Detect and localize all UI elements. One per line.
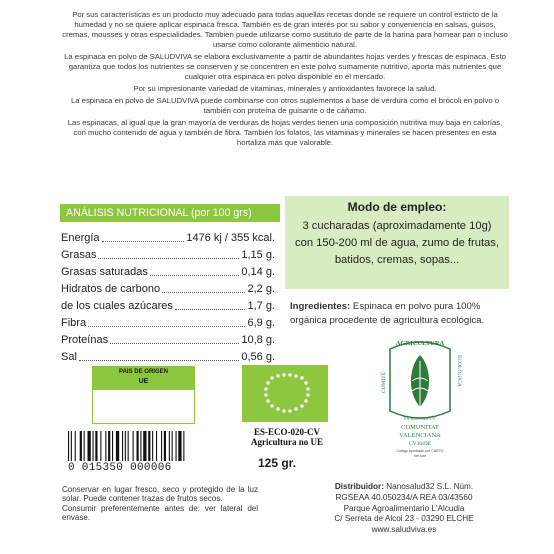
cv-logo-top-text: AGRICULTURA (395, 340, 445, 347)
nutrition-value: 0,56 g. (241, 351, 275, 363)
nutrition-value: 2,2 g. (247, 283, 275, 295)
description-paragraph: La espinaca en polvo de SALUDVIVA puede combinarse con otros suplementos a base de verdura como el brócoli en polvo o también con proteína de guisante o de cáñamo. (70, 96, 500, 115)
nutrition-header: ANÁLISIS NUTRICIONAL (por 100 grs) (60, 204, 280, 222)
barcode-bar (68, 431, 69, 461)
dot-leader (162, 282, 245, 293)
nutrition-value: 6,9 g. (247, 317, 275, 329)
nutrition-row (61, 248, 275, 262)
barcode-bar (112, 431, 113, 461)
eu-organic-leaf-logo (242, 365, 328, 422)
barcode-bar (88, 431, 91, 461)
origin-header (93, 367, 194, 390)
barcode-bar (143, 431, 146, 461)
usage-title: Modo de empleo: (347, 200, 447, 214)
eco-certification-code (236, 427, 338, 447)
barcode-bar (128, 431, 129, 461)
nutrition-label: Hidratos de carbono (61, 283, 161, 295)
barcode (68, 431, 214, 461)
nutrition-label: de los cuales azúcares (61, 300, 173, 312)
barcode-number: 0 015350 000006 (68, 462, 172, 474)
barcode-bar (105, 431, 106, 461)
net-weight: 125 gr. (258, 456, 297, 470)
cv-logo-reg: CV3649E (409, 441, 431, 447)
barcode-bar (71, 431, 72, 461)
distributor-website: www.saludviva.es (371, 525, 437, 535)
barcode-bar (100, 431, 101, 461)
ingredients-text: Espinaca en polvo pura 100% orgánica procedente de agricultura ecológica. (290, 301, 485, 326)
nutrition-value: 10,8 g. (241, 334, 275, 346)
distributor-address: C/ Serreta de Alcoi 23 - 03290 ELCHE (334, 514, 474, 524)
distributor-park: Parque Agroalimentario L'Alcudia (343, 503, 465, 513)
usage-text: 3 cucharadas (aproximadamente 10g) con 150-200 ml de agua, zumo de frutas, batidos, cremas, sopas... (295, 220, 499, 266)
dot-leader (102, 231, 185, 242)
cv-logo-arc-right: ECOLÓGICA (456, 355, 462, 387)
nutrition-row (61, 231, 275, 245)
barcode-bar (122, 431, 123, 461)
cv-logo-line1: COMUNITAT (401, 424, 439, 431)
nutrition-row (61, 282, 275, 296)
storage-instructions (62, 485, 258, 523)
nutrition-value: 1,7 g. (247, 300, 275, 312)
eco-origin-line: Agricultura no UE (251, 437, 323, 447)
origin-label: PAIS DE ORIGEN (119, 369, 168, 375)
nutrition-row (61, 316, 275, 330)
barcode-bar (75, 431, 76, 461)
ingredients-label: Ingredientes: (290, 301, 351, 312)
barcode-bar (183, 431, 184, 461)
product-description (61, 10, 509, 150)
dot-leader (110, 333, 239, 344)
cv-logo-note1: Código aprobado por CAECV (396, 449, 444, 453)
barcode-bar (116, 431, 119, 461)
nutrition-row (61, 350, 275, 364)
nutrition-value: 1,15 g. (241, 249, 275, 261)
origin-box (92, 366, 195, 424)
cv-logo-code: ES-ECO-020-CV (404, 416, 436, 421)
barcode-bar (140, 431, 141, 461)
barcode-bar (137, 431, 139, 461)
nutrition-value: 1476 kj / 355 kcal. (186, 232, 275, 244)
best-before-text: Consumir preferentemente antes de: ver lateral del envase. (62, 503, 258, 523)
barcode-bar (169, 431, 170, 461)
barcode-bar (178, 431, 181, 461)
distributor-info (300, 482, 508, 536)
barcode-bar (108, 431, 110, 461)
barcode-bar (164, 431, 166, 461)
description-paragraph: Las espinacas, al igual que la gran mayoría de verduras de hojas verdes tienen una composición nutritiva muy baja en calorías, con mucho contenido de agua y también de fibra. También los folatos, las vitaminas y minerales se hacen presentes en esta hortaliza más que valorable. (67, 118, 503, 147)
barcode-bar (84, 431, 85, 461)
barcode-bar (95, 431, 97, 461)
nutrition-label: Sal (61, 351, 77, 363)
barcode-bar (148, 431, 150, 461)
distributor-label: Distribuidor: (334, 482, 384, 491)
dot-leader (150, 265, 240, 276)
barcode-bar (133, 431, 134, 461)
storage-text: Conservar en lugar fresco, seco y protegido de la luz solar. Puede contener trazas de frutos secos. (62, 485, 258, 504)
barcode-bar (152, 431, 153, 461)
nutrition-row (61, 299, 275, 313)
dot-leader (79, 350, 239, 361)
dot-leader (175, 299, 246, 310)
usage-box (285, 196, 509, 289)
barcode-bar (156, 431, 157, 461)
dot-leader (98, 248, 239, 259)
ingredients (290, 300, 490, 328)
cv-logo-arc-left: COMITÉ (381, 371, 387, 393)
description-paragraph: La espinaca en polvo de SALUDVIVA se elabora exclusivamente a partir de abundantes hojas verdes y frescas de espinaca. Esto garantiza que todos los nutrientes se conserven y se concentren en este polvo sumamente nutritivo, aporta más nutrientes que cualquier otra espinaca en polvo disponible en el mercado. (64, 52, 506, 81)
barcode-bar (172, 431, 173, 461)
nutrition-row (61, 265, 275, 279)
nutrition-row (61, 333, 275, 347)
cv-ecological-committee-logo (376, 331, 464, 461)
nutrition-label: Grasas (61, 249, 97, 261)
nutrition-label: Energía (61, 232, 100, 244)
cv-logo-line2: VALENCIANA (399, 432, 441, 439)
distributor-name: Nanosalud32 S.L. Núm. (383, 482, 474, 491)
nutrition-label: Proteínas (61, 334, 109, 346)
origin-value: UE (138, 378, 149, 385)
cv-logo-note2: Ver lote (413, 454, 427, 458)
nutrition-label: Grasas saturadas (61, 266, 148, 278)
barcode-bar (176, 431, 177, 461)
description-paragraph: Por su impresionante variedad de vitaminas, minerales y antioxidantes favorece la salud. (133, 84, 437, 93)
description-paragraph: Por sus características es un producto muy adecuado para todas aquellas recetas donde se requiere un control estricto de la humedad y no se quiere aplicar espinaca fresca. También es de gran interés por su sabor y conveniencia en salsas, guisos, cremas, mousses y otras especialidades. Tambien puede utilizarse como sustituto de parte de la harina para hornear pan o incluso usarse como colorante alimenticio natural. (62, 10, 508, 49)
dot-leader (88, 316, 245, 327)
nutrition-label: Fibra (61, 317, 87, 329)
eco-code-line: ES-ECO-020-CV (253, 427, 320, 437)
barcode-bar (125, 431, 126, 461)
barcode-bar (161, 431, 162, 461)
barcode-bar (93, 431, 94, 461)
distributor-registry: RGSEAA 40.050234/A REA 03/43560 (335, 492, 473, 502)
nutrition-value: 0,14 g. (241, 266, 275, 278)
barcode-bar (80, 431, 82, 461)
